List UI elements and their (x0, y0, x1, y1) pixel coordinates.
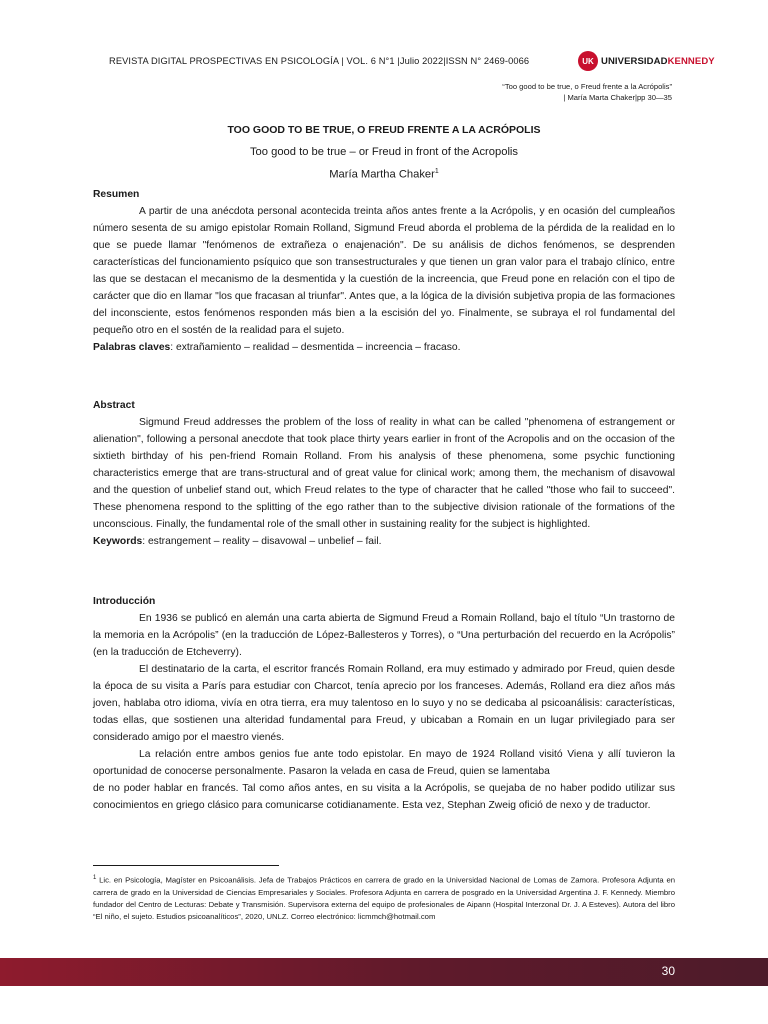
abstract-keywords (93, 533, 675, 550)
page-footer-bar (0, 958, 768, 986)
logo-mark-icon: UK (578, 51, 598, 71)
journal-header: REVISTA DIGITAL PROSPECTIVAS EN PSICOLOGÍA | VOL. 6 N°1 |Julio 2022|ISSN N° 2469-0066 (109, 56, 530, 66)
abstract-text: Sigmund Freud addresses the problem of the loss of reality in what can be called "phenomena of estrangement or alienation", following a personal anecdote that took place thirty years earlier in front of the Acropolis and on the occasion of the sixtieth birthday of his pen-friend Romain Rolland. From his analysis of these phenomena, some psychic functioning characteristics emerge that are trans-structural and of great value for clinical work; among them, the mechanism of disavowal and the question of unbelief stand out, which Freud relates to the type of character that he called "those who fail to succeed". These phenomena respond to the splitting of the ego rather than to the subjective division rationale of the formations of the unconscious. Finally, the fundamental role of the small other in sustaining reality for the subject is highlighted. (93, 417, 675, 530)
footnote-divider (93, 865, 279, 866)
introduccion-paragraph-3: La relación entre ambos genios fue ante todo epistolar. En mayo de 1924 Rolland visitó Viena y allí tuvieron la oportunidad de conocerse personalmente. Pasaron la velada en casa de Freud, quien se lamentaba (93, 749, 675, 777)
introduccion-paragraph-1: En 1936 se publicó en alemán una carta abierta de Sigmund Freud a Romain Rolland, bajo el título “Un trastorno de la memoria en la Acrópolis” (en la traducción de López-Ballesteros y Torres), o “Una perturbación del recuerdo en la Acrópolis” (en la traducción de Etcheverry). (93, 613, 675, 658)
resumen-heading: Resumen (93, 189, 140, 200)
logo-text-kennedy: KENNEDY (667, 55, 715, 67)
page-number: 30 (661, 964, 675, 978)
introduccion-paragraph-2: El destinatario de la carta, el escritor francés Romain Rolland, era muy estimado y admirado por Freud, quien desde la época de su visita a París para estudiar con Charcot, tenía aprecio por los franceses. Además, Rolland era diez años más joven, hablaba otro idioma, vivía en otra tierra, era muy talentoso en lo suyo y no se dedicaba al psicoanálisis: características, todas ellas, que sostienen una alteridad fundamental para Freud, y ubicaban a Romain en un lugar privilegiado para ser considerado amigo por el maestro vienés. (93, 664, 675, 743)
resumen-keywords-label: Palabras claves (93, 342, 171, 353)
article-author (93, 168, 675, 181)
resumen-section (93, 186, 675, 356)
article-subtitle: Too good to be true – or Freud in front of the Acropolis (249, 146, 519, 158)
abstract-keywords-label: Keywords (93, 536, 143, 547)
article-title: TOO GOOD TO BE TRUE, O FREUD FRENTE A LA ACRÓPOLIS (227, 124, 541, 136)
abstract-section (93, 397, 675, 550)
introduccion-section (93, 593, 675, 814)
introduccion-heading: Introducción (93, 596, 156, 607)
running-title: “Too good to be true, o Freud frente a la Acrópolis” (502, 82, 672, 91)
resumen-keywords (93, 339, 675, 356)
logo-wordmark (601, 56, 715, 67)
footnote (93, 872, 675, 923)
resumen-text: A partir de una anécdota personal acontecida treinta años antes frente a la Acrópolis, y en ocasión del cumpleaños número sesenta de su amigo epistolar Romain Rolland, Sigmund Freud aborda el problema de la pérdida de la realidad en lo que se puede llamar "fenómenos de extrañeza o enajenación". De su análisis de dichos fenómenos, se desprenden características del funcionamiento psíquico que son transestructurales y que tienen un gran valor para el trabajo clínico, entre las que se destacan el mecanismo de la desmentida y la cuestión de la increencia, que Freud pone en relación con el tipo de carácter que dio en llamar "los que fracasan al triunfar". Antes que, a la lógica de la división subjetiva propia de las formaciones del inconsciente, estos fenómenos responden más bien a la escisión del yo. Finalmente, se subraya el rol fundamental del pequeño otro en el sostén de la realidad para el sujeto. (93, 206, 675, 336)
running-header (502, 82, 672, 103)
author-name: María Martha Chaker (329, 168, 435, 181)
footnote-mark: 1 (93, 875, 97, 881)
logo-text-university: UNIVERSIDAD (601, 55, 668, 67)
running-author: | María Marta Chaker|pp 30—35 (563, 92, 672, 102)
footnote-text: Lic. en Psicología, Magíster en Psicoanálisis. Jefa de Trabajos Prácticos en carrera de grado en la Universidad Nacional de Lomas de Zamora. Profesora Adjunta en carrera de grado en la Universidad de Ciencias Empresariales y Sociales. Profesora Adjunta en carrera de posgrado en la Universidad Argentina J. F. Kennedy. Miembro fundador del Centro de Lecturas: Debate y Transmisión. Supervisora externa del equipo de profesionales de Aipann (Hospital Interzonal Dr. J. A Esteves). Autora del libro “El niño, el sujeto. Estudios psicoanalíticos”, 2020, UNLZ. Correo electrónico: licmmch@hotmail.com (93, 875, 675, 921)
introduccion-paragraph-4: de no poder hablar en francés. Tal como años antes, en su visita a la Acrópolis, se quejaba de no haber podido utilizar sus conocimientos en griego clásico para comunicarse cotidianamente. Esta vez, Stephan Zweig ofició de nexo y de traductor. (93, 783, 675, 811)
university-logo (578, 51, 715, 71)
abstract-keywords-list: : estrangement – reality – disavowal – unbelief – fail. (142, 536, 382, 547)
author-footnote-mark: 1 (434, 168, 439, 175)
resumen-keywords-list: : extrañamiento – realidad – desmentida – increencia – fracaso. (170, 342, 461, 353)
abstract-heading: Abstract (93, 400, 135, 411)
